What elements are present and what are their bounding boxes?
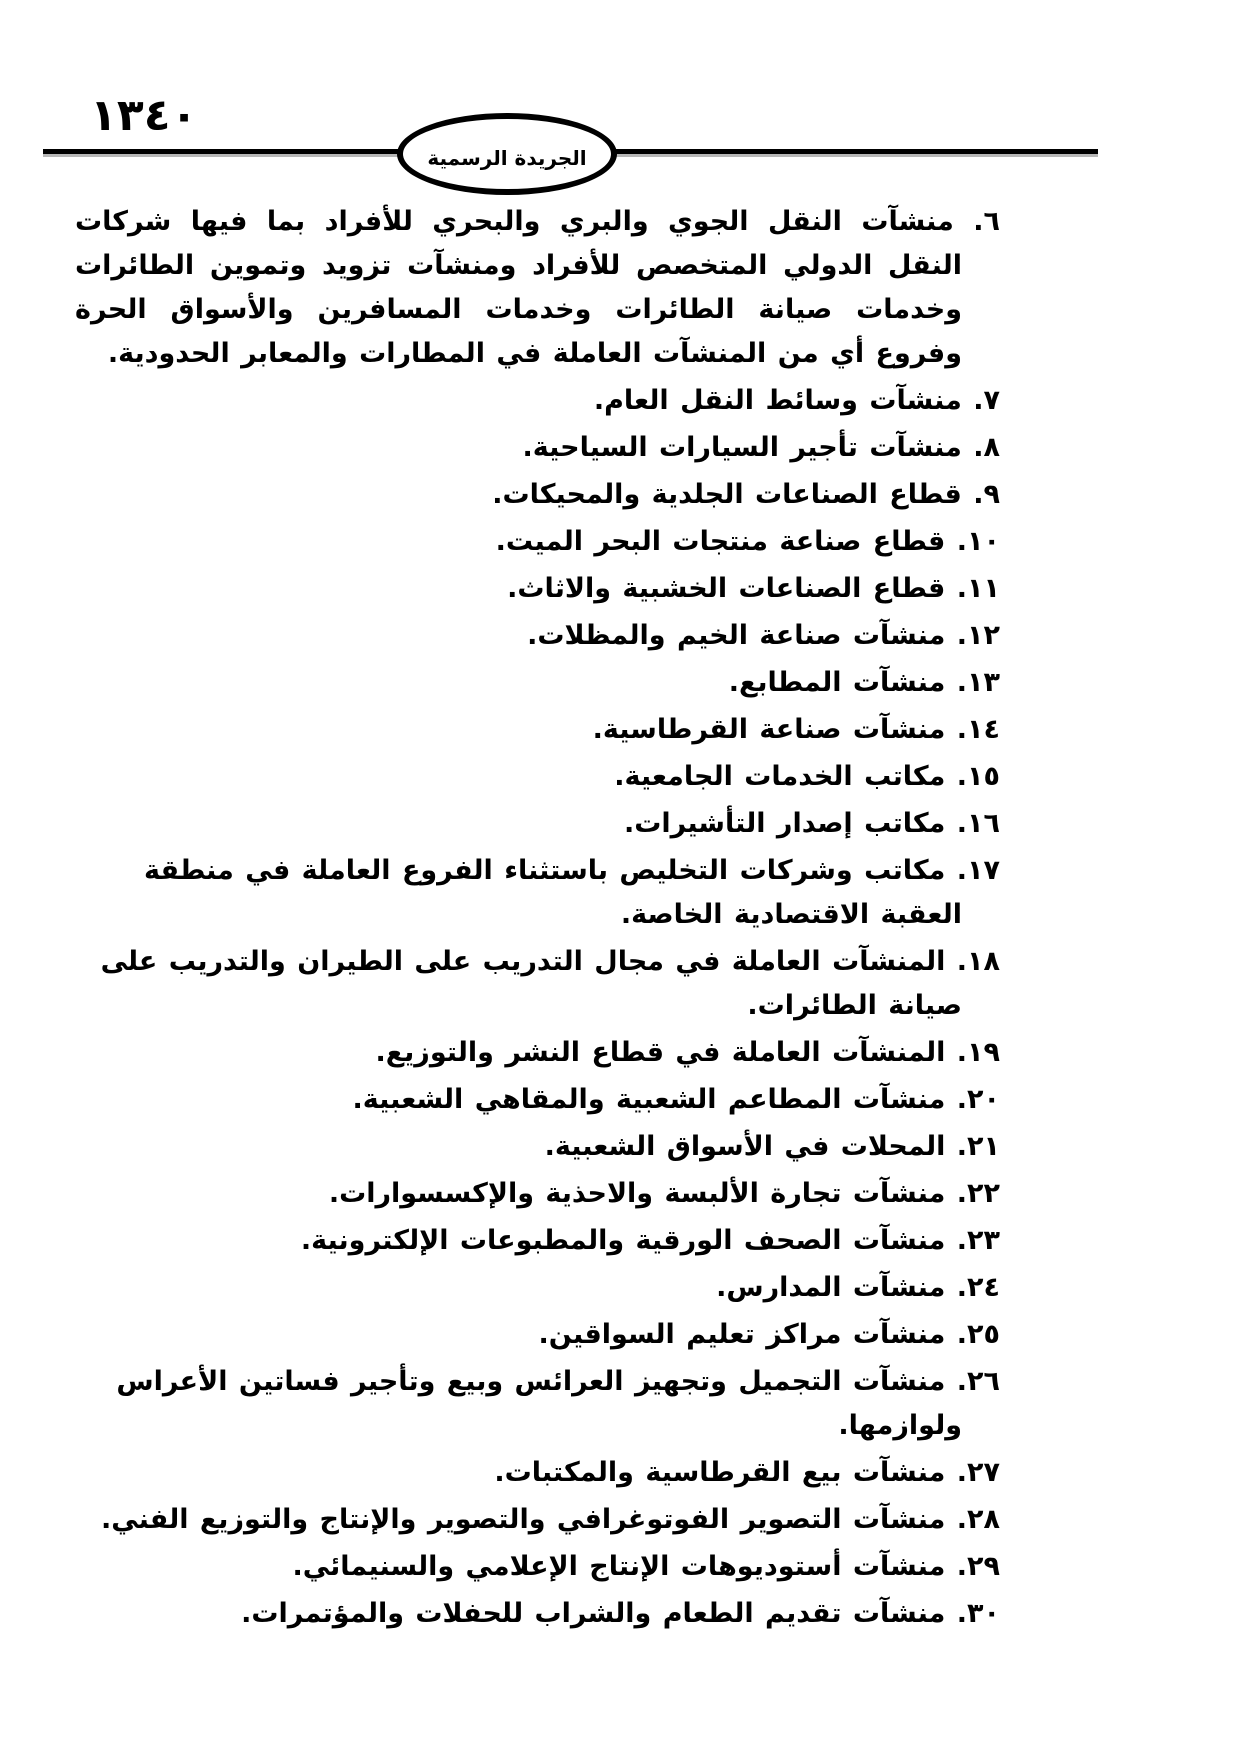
list-item xyxy=(75,1360,1000,1448)
list-item-text: منشآت صناعة القرطاسية. xyxy=(592,714,946,745)
list-item-number: ٢٥. xyxy=(956,1319,1000,1350)
list-item xyxy=(75,661,1000,705)
list-item-text: منشآت التصوير الفوتوغرافي والتصوير والإنتاج والتوزيع الفني. xyxy=(101,1504,946,1535)
gazette-title: الجريدة الرسمية xyxy=(427,146,587,170)
list-item xyxy=(75,1266,1000,1310)
list-item xyxy=(75,940,1000,1028)
list-item-number: ٢٢. xyxy=(956,1178,1000,1209)
list-item-text: مكاتب الخدمات الجامعية. xyxy=(614,761,946,792)
list-item-number: ٢٨. xyxy=(956,1504,1000,1535)
list-item-number: ٢٦. xyxy=(956,1366,1000,1397)
list-item-text: منشآت صناعة الخيم والمظلات. xyxy=(527,620,946,651)
list-item-number: ٧. xyxy=(973,385,1000,416)
list-item-number: ١٧. xyxy=(956,855,1000,886)
list-item xyxy=(75,1031,1000,1075)
regulation-list xyxy=(75,200,1000,1639)
list-item-number: ٢٩. xyxy=(956,1551,1000,1582)
list-item-text: قطاع الصناعات الجلدية والمحيكات. xyxy=(492,479,962,510)
list-item-text: منشآت تجارة الألبسة والاحذية والإكسسوارات. xyxy=(328,1178,946,1209)
list-item xyxy=(75,614,1000,658)
list-item-text: المنشآت العاملة في قطاع النشر والتوزيع. xyxy=(375,1037,946,1068)
list-item xyxy=(75,567,1000,611)
list-item-number: ١٢. xyxy=(956,620,1000,651)
list-item-text: منشآت أستوديوهات الإنتاج الإعلامي والسنيمائي. xyxy=(292,1551,946,1582)
list-item xyxy=(75,1219,1000,1263)
list-item-text: منشآت وسائط النقل العام. xyxy=(593,385,962,416)
list-item-text: المحلات في الأسواق الشعبية. xyxy=(544,1131,946,1162)
list-item-number: ٢١. xyxy=(956,1131,1000,1162)
list-item-number: ١٣. xyxy=(956,667,1000,698)
list-item-text: قطاع الصناعات الخشبية والاثاث. xyxy=(507,573,946,604)
list-item-text: مكاتب وشركات التخليص باستثناء الفروع العاملة في منطقة العقبة الاقتصادية الخاصة. xyxy=(144,855,962,930)
list-item-text: منشآت المدارس. xyxy=(716,1272,946,1303)
list-item xyxy=(75,708,1000,752)
list-item-text: منشآت مراكز تعليم السواقين. xyxy=(538,1319,946,1350)
list-item-text: قطاع صناعة منتجات البحر الميت. xyxy=(495,526,946,557)
list-item-text: منشآت المطاعم الشعبية والمقاهي الشعبية. xyxy=(352,1084,946,1115)
list-item-number: ١٦. xyxy=(956,808,1000,839)
list-item xyxy=(75,473,1000,517)
list-item-text: منشآت النقل الجوي والبري والبحري للأفراد بما فيها شركات النقل الدولي المتخصص للأفراد ومنشآت تزويد وتموين الطائرات وخدمات صيانة الطائرات وخدمات المسافرين والأسواق الحرة وفروع أي من المنشآت العاملة في المطارات والمعابر الحدودية. xyxy=(75,206,962,369)
list-item-number: ١١. xyxy=(956,573,1000,604)
list-item xyxy=(75,1545,1000,1589)
list-item-number: ٢٧. xyxy=(956,1457,1000,1488)
list-item xyxy=(75,379,1000,423)
list-item-text: منشآت تقديم الطعام والشراب للحفلات والمؤتمرات. xyxy=(241,1598,946,1629)
list-item-number: ١٥. xyxy=(956,761,1000,792)
list-item xyxy=(75,1313,1000,1357)
list-item-number: ١٩. xyxy=(956,1037,1000,1068)
page-number: ١٣٤٠ xyxy=(90,90,198,141)
list-item-number: ١٨. xyxy=(956,946,1000,977)
list-item xyxy=(75,1451,1000,1495)
list-item xyxy=(75,520,1000,564)
list-item-text: منشآت تأجير السيارات السياحية. xyxy=(522,432,962,463)
list-item xyxy=(75,1078,1000,1122)
list-item-text: منشآت المطابع. xyxy=(728,667,946,698)
list-item-number: ٣٠. xyxy=(956,1598,1000,1629)
list-item-number: ٦. xyxy=(973,206,1000,237)
list-item-text: مكاتب إصدار التأشيرات. xyxy=(623,808,946,839)
list-item-number: ٢٠. xyxy=(956,1084,1000,1115)
list-item xyxy=(75,426,1000,470)
list-item-number: ٢٤. xyxy=(956,1272,1000,1303)
list-item-number: ٩. xyxy=(973,479,1000,510)
list-item xyxy=(75,200,1000,376)
list-item xyxy=(75,1125,1000,1169)
list-item xyxy=(75,1172,1000,1216)
list-item xyxy=(75,1498,1000,1542)
list-item xyxy=(75,849,1000,937)
gazette-seal xyxy=(397,113,617,195)
list-item-number: ٨. xyxy=(973,432,1000,463)
list-item-text: منشآت التجميل وتجهيز العرائس وبيع وتأجير فساتين الأعراس ولوازمها. xyxy=(116,1366,962,1441)
list-item xyxy=(75,755,1000,799)
list-item-number: ١٠. xyxy=(956,526,1000,557)
list-item-text: المنشآت العاملة في مجال التدريب على الطيران والتدريب على صيانة الطائرات. xyxy=(100,946,962,1021)
list-item-number: ١٤. xyxy=(956,714,1000,745)
list-item-text: منشآت بيع القرطاسية والمكتبات. xyxy=(494,1457,946,1488)
list-item-text: منشآت الصحف الورقية والمطبوعات الإلكترونية. xyxy=(300,1225,946,1256)
list-item xyxy=(75,1592,1000,1636)
list-item-number: ٢٣. xyxy=(956,1225,1000,1256)
list-item xyxy=(75,802,1000,846)
